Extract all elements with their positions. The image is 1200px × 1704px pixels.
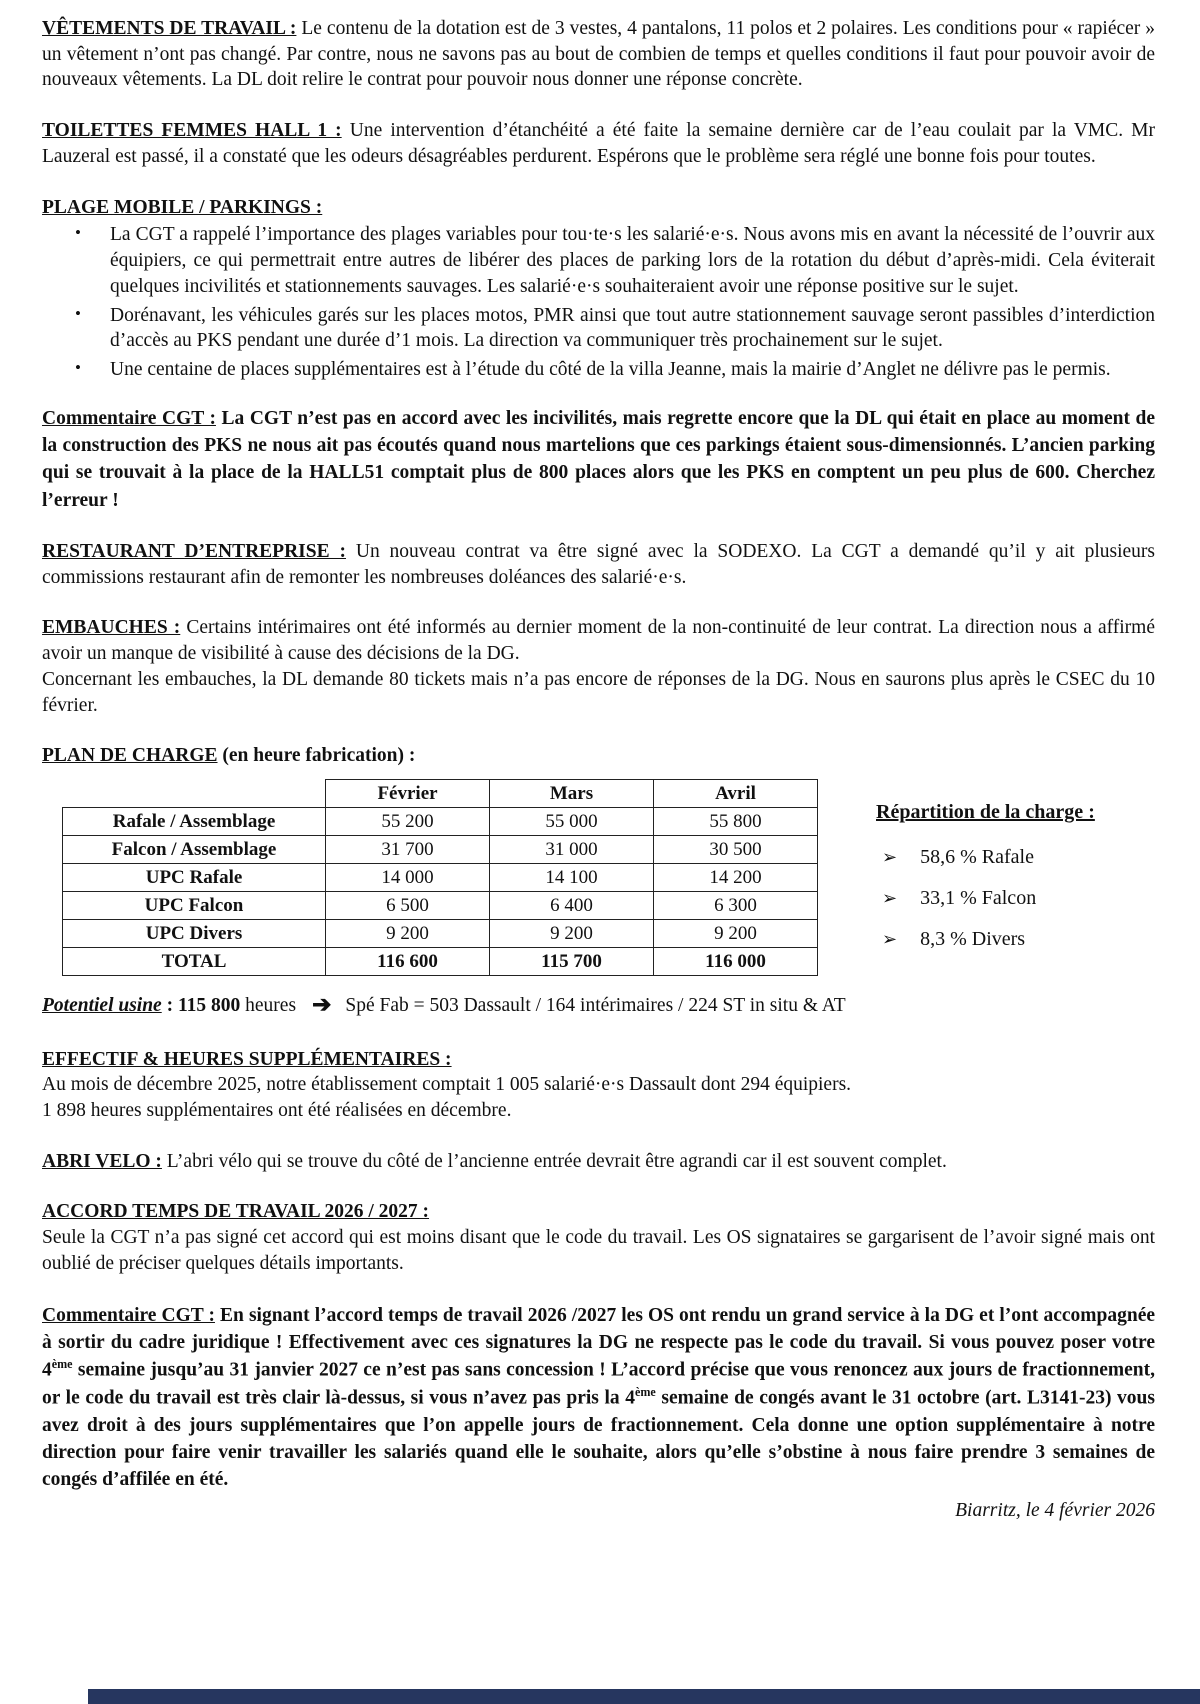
list-item [42,222,1155,299]
section-effectif-line1 [42,1072,1155,1098]
table-row-label: Falcon / Assemblage [63,836,326,864]
repartition-value: 8,3 % Divers [920,928,1026,951]
section-commentaire-cgt-2 [42,1302,1155,1494]
dateline: Biarritz, le 4 février 2026 [955,1499,1155,1521]
chevron-bullet-icon: ➢ [882,846,898,867]
section-embauches [42,615,1155,666]
section-body: Une intervention d’étanchéité a été faite la semaine dernière car de l’eau coulait par la VMC. Mr Lauzeral est passé, il a constaté que les odeurs désagréables perdurent. Espérons que le problème sera réglé une bonne fois pour toutes. [42,120,1156,167]
table-corner-cell [63,780,326,808]
bullet-text: Dorénavant, les véhicules garés sur les places motos, PMR ainsi que tout autre stationnement sauvage seront passibles d’interdiction d’accès au PKS pendant une durée d’1 mois. La direction va communiquer très prochainement sur le sujet. [110,304,1155,352]
repartition-item [876,844,1095,870]
superscript: ème [51,1357,73,1372]
section-title: EMBAUCHES : [42,617,181,639]
table-cell: 55 800 [654,808,818,836]
section-title: PLAN DE CHARGE [42,745,218,767]
table-cell: 6 300 [654,892,818,920]
section-effectif-line2 [42,1098,1155,1124]
table-cell: 9 200 [326,920,490,948]
table-row-label: TOTAL [63,948,326,976]
chevron-bullet-icon: ➢ [882,887,898,908]
section-body: semaine jusqu’au 31 janvier 2027 ce n’est pas sans concession ! L’accord précise que vous renoncez aux jours de fractionnement, or le code du travail est très clair là-dessus, si vous n’avez pas pris la 4 [42,1359,1155,1409]
section-body: Certains intérimaires ont été informés au dernier moment de la non-continuité de leur contrat. La direction nous a affirmé avoir un manque de visibilité à cause des décisions de la DG. [42,617,1155,665]
table-cell: 55 000 [490,808,654,836]
table-row-label: UPC Rafale [63,864,326,892]
potentiel-hours: 115 800 [177,995,241,1017]
table-cell: 9 200 [490,920,654,948]
table-cell: 9 200 [654,920,818,948]
table-cell: 14 200 [654,864,818,892]
table-row-label: Rafale / Assemblage [63,808,326,836]
section-body: 1 898 heures supplémentaires ont été réalisées en décembre. [42,1099,512,1121]
bullet-icon: • [75,358,81,378]
section-restaurant [42,539,1155,590]
repartition-panel [876,799,1095,968]
list-item [42,303,1155,354]
section-plage-title [42,195,1155,221]
section-title: VÊTEMENTS DE TRAVAIL : [42,18,297,39]
section-title: Commentaire CGT : [42,407,216,429]
table-cell: 55 200 [326,808,490,836]
table-row [63,892,818,920]
potentiel-detail: Spé Fab = 503 Dassault / 164 intérimaires / 224 ST in situ & AT [345,995,846,1017]
potentiel-usine-line [42,990,1155,1020]
table-cell: 116 600 [326,948,490,976]
bullet-text: La CGT a rappelé l’importance des plages variables pour tou·te·s les salarié·e·s. Nous avons mis en avant la nécessité de l’ouvrir aux équipiers, ce qui permettrait entre autres de libérer des places de parking lors de la rotation du début d’après-midi. Cela éviterait quelques incivilités et stationnements sauvages. Les salarié·e·s souhaiteraient avoir une réponse positive sur le sujet. [110,224,1155,297]
section-commentaire-cgt-1 [42,405,1155,514]
potentiel-hours-suffix: heures [240,995,297,1017]
repartition-item [876,926,1095,952]
section-accord-title [42,1199,1155,1225]
arrow-right-icon: ➔ [312,992,332,1018]
section-title: TOILETTES FEMMES HALL 1 : [42,120,342,142]
plage-bullet-list [42,222,1155,382]
section-body: L’abri vélo qui se trouve du côté de l’ancienne entrée devrait être agrandi car il est souvent complet. [166,1150,947,1172]
repartition-title: Répartition de la charge : [876,801,1095,824]
section-body: En signant l’accord temps de travail 2026 /2027 les OS ont rendu un grand service à la DG et l’ont accompagnée à sortir du cadre juridique ! Effectivement avec ces signatures la DG ne respecte pas le code du travail. Si vous pouvez poser votre 4 [42,1304,1156,1381]
table-row [63,836,818,864]
section-accord-body [42,1225,1155,1276]
repartition-item [876,885,1095,911]
table-row [63,864,818,892]
table-header-cell: Février [326,780,490,808]
section-abri-velo [42,1149,1155,1175]
repartition-value: 58,6 % Rafale [920,845,1034,868]
table-header-row [63,780,818,808]
table-cell: 6 500 [326,892,490,920]
plan-de-charge-block [62,779,1155,976]
section-toilettes [42,118,1155,169]
superscript: ème [634,1385,656,1400]
chevron-bullet-icon: ➢ [882,929,898,950]
table-row [63,808,818,836]
section-vetements [42,16,1155,93]
bullet-text: Une centaine de places supplémentaires est à l’étude du côté de la villa Jeanne, mais la mairie d’Anglet ne délivre pas le permis. [110,359,1111,381]
repartition-value: 33,1 % Falcon [920,886,1037,909]
bullet-icon: • [75,223,81,243]
section-effectif-title [42,1047,1155,1073]
section-plan-title [42,743,1155,769]
section-body: Un nouveau contrat va être signé avec la SODEXO. La CGT a demandé qu’il y ait plusieurs commissions restaurant afin de remonter les nombreuses doléances des salarié·e·s. [42,541,1156,588]
list-item [42,357,1155,383]
section-embauches-suite [42,667,1155,718]
potentiel-sep: : [161,995,178,1017]
section-title: ACCORD TEMPS DE TRAVAIL 2026 / 2027 : [42,1201,430,1223]
section-body: Concernant les embauches, la DL demande 80 tickets mais n’a pas encore de réponses de la DG. Nous en saurons plus après le CSEC du 10 février. [42,668,1155,716]
table-header-cell: Mars [490,780,654,808]
section-title: Commentaire CGT : [42,1304,215,1326]
table-cell: 14 000 [326,864,490,892]
table-cell: 30 500 [654,836,818,864]
section-title: RESTAURANT D’ENTREPRISE : [42,541,346,562]
section-body: semaine de congés avant le 31 octobre (art. L3141-23) vous avez droit à des jours supplémentaires que l’on appelle jours de fractionnement. Cela donne une option supplémentaire à notre direction pour faire venir travailler les salariés quand elle le souhaite, alors qu’elle s’obstine à nous faire prendre 3 semaines de congés d’affilée en été. [42,1387,1155,1491]
table-total-row [63,948,818,976]
section-title: EFFECTIF & HEURES SUPPLÉMENTAIRES : [42,1048,452,1070]
section-title: ABRI VELO : [42,1150,162,1172]
table-row [63,920,818,948]
section-title: PLAGE MOBILE / PARKINGS : [42,196,323,218]
table-row-label: UPC Falcon [63,892,326,920]
table-header-cell: Avril [654,780,818,808]
plan-de-charge-table [62,779,818,976]
bullet-icon: • [75,303,81,323]
table-cell: 116 000 [654,948,818,976]
table-row-label: UPC Divers [63,920,326,948]
section-body: Au mois de décembre 2025, notre établissement comptait 1 005 salarié·e·s Dassault dont 294 équipiers. [42,1074,852,1096]
table-cell: 6 400 [490,892,654,920]
table-cell: 31 000 [490,836,654,864]
section-body: Le contenu de la dotation est de 3 vestes, 4 pantalons, 11 polos et 2 polaires. Les conditions pour « rapiécer » un vêtement n’ont pas changé. Par contre, nous ne savons pas au bout de combien de temps et quelles conditions il faut pour pouvoir avoir de nouveaux vêtements. La DL doit relire le contrat pour pouvoir nous donner une réponse concrète. [42,18,1155,91]
section-title-suffix: (en heure fabrication) : [217,745,416,767]
table-cell: 14 100 [490,864,654,892]
table-cell: 31 700 [326,836,490,864]
section-body: La CGT n’est pas en accord avec les incivilités, mais regrette encore que la DL qui était en place au moment de la construction des PKS ne nous ait pas écoutés quand nous martelions que ces parkings étaient sous-dimensionnés. L’ancien parking qui se trouvait à la place de la HALL51 comptait plus de 800 places alors que les PKS en comptent un peu plus de 600. Cherchez l’erreur ! [42,407,1156,511]
table-cell: 115 700 [490,948,654,976]
potentiel-label: Potentiel usine [42,995,162,1017]
footer-bar [88,1689,1200,1704]
section-body: Seule la CGT n’a pas signé cet accord qui est moins disant que le code du travail. Les OS signataires se gargarisent de l’avoir signé mais ont oublié de préciser quelques détails importants. [42,1227,1155,1274]
